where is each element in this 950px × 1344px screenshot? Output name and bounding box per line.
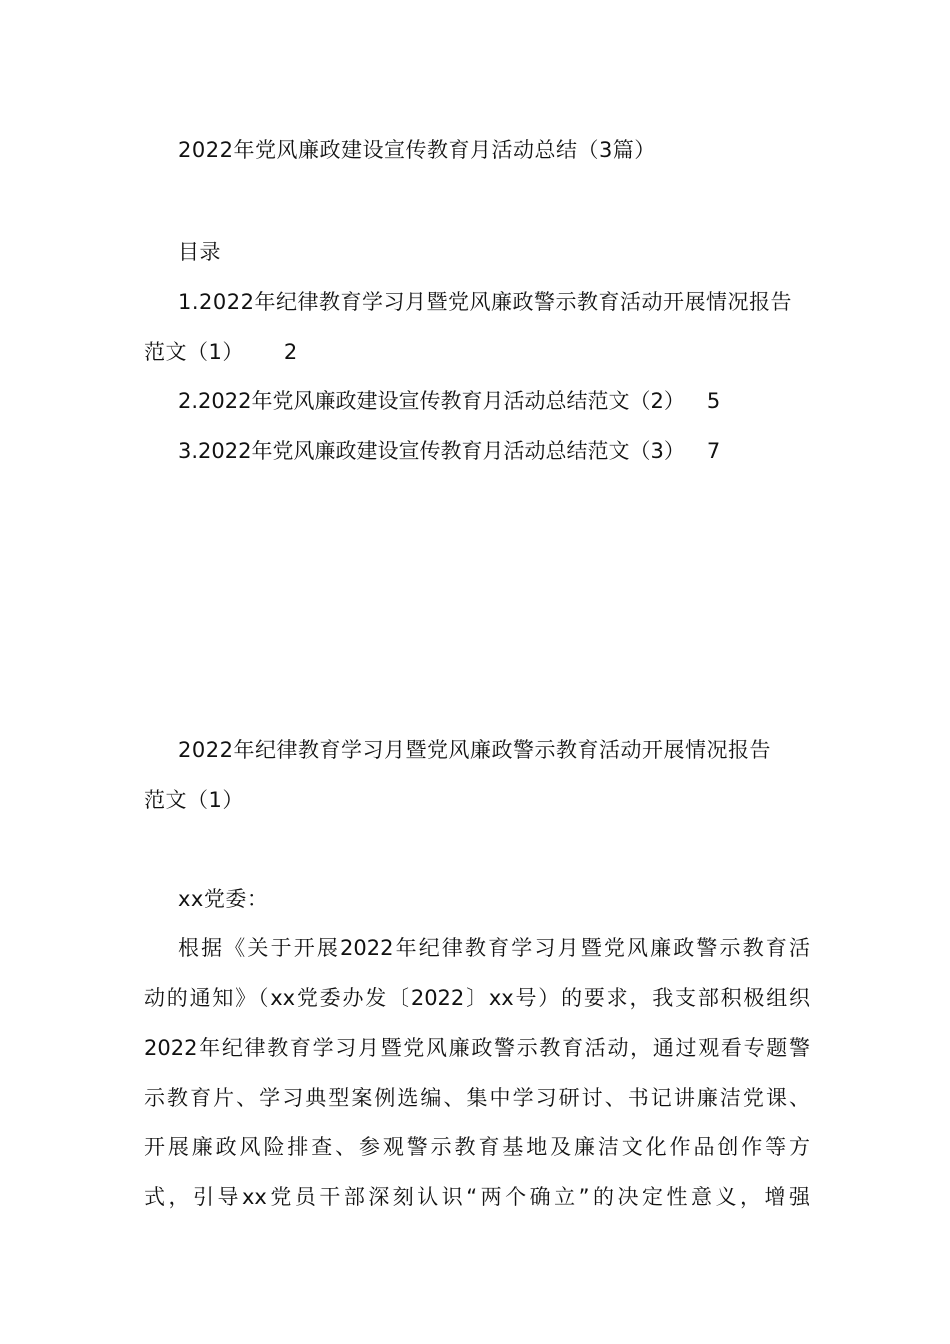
paragraph-line-5: 开展廉政风险排查、参观警示教育基地及廉洁文化作品创作等方 xyxy=(144,1135,810,1159)
toc-item-3-label[interactable]: 3.2022年党风廉政建设宣传教育月活动总结范文（3） xyxy=(178,439,685,463)
toc-item-1-line1[interactable]: 1.2022年纪律教育学习月暨党风廉政警示教育活动开展情况报告 xyxy=(178,290,792,314)
toc-heading: 目录 xyxy=(178,240,221,264)
toc-item-3-page[interactable]: 7 xyxy=(706,439,721,463)
toc-item-2-label[interactable]: 2.2022年党风廉政建设宣传教育月活动总结范文（2） xyxy=(178,389,685,413)
paragraph-line-4: 示教育片、学习典型案例选编、集中学习研讨、书记讲廉洁党课、 xyxy=(144,1086,810,1110)
toc-item-3[interactable] xyxy=(178,437,720,465)
section-heading-line2: 范文（1） xyxy=(144,788,244,812)
toc-item-1-page[interactable]: 2 xyxy=(283,340,298,364)
toc-item-1-line2-row[interactable] xyxy=(144,338,298,366)
paragraph-line-2: 动的通知》（xx党委办发〔2022〕xx号）的要求，我支部积极组织 xyxy=(144,986,810,1010)
paragraph-line-3: 2022年纪律教育学习月暨党风廉政警示教育活动，通过观看专题警 xyxy=(144,1036,810,1060)
paragraph-line-6: 式，引导xx党员干部深刻认识“两个确立”的决定性意义，增强 xyxy=(144,1185,810,1209)
salutation: xx党委： xyxy=(178,887,269,911)
document-title: 2022年党风廉政建设宣传教育月活动总结（3篇） xyxy=(178,138,656,162)
toc-item-2-page[interactable]: 5 xyxy=(706,389,721,413)
toc-item-1-line2[interactable]: 范文（1） xyxy=(144,340,244,364)
toc-item-2[interactable] xyxy=(178,387,720,415)
section-heading-line1: 2022年纪律教育学习月暨党风廉政警示教育活动开展情况报告 xyxy=(178,738,771,762)
paragraph-line-1: 根据《关于开展2022年纪律教育学习月暨党风廉政警示教育活 xyxy=(178,936,810,960)
